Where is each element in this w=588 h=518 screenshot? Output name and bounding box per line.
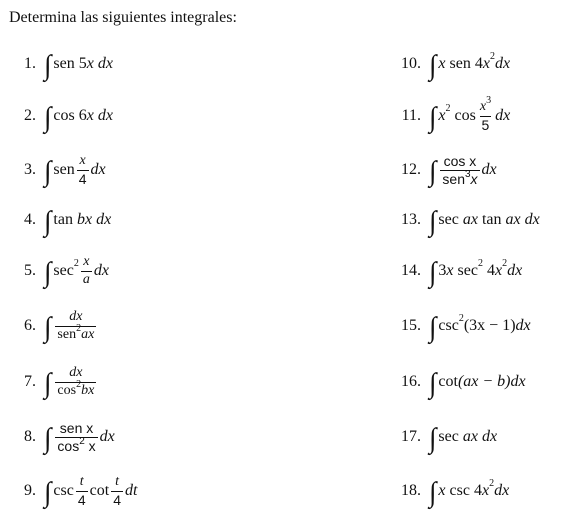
fraction: $\frac{dx}{\cos^2bx}$ (57, 364, 95, 398)
fraction: $\frac{x}{4}$ (78, 152, 87, 187)
fraction: $\frac{dx}{sen^2ax}$ (57, 308, 95, 342)
fraction: $\frac{\text{cos x}}{sen^3x}$ (442, 152, 478, 187)
differential: dx (524, 211, 540, 228)
page-title: Determina las siguientes integrales: (9, 9, 237, 26)
integral-sign: ∫ (429, 366, 437, 399)
differential: dx (507, 262, 523, 279)
item-number: 4. (24, 211, 36, 228)
item-number: 10. (401, 55, 421, 72)
coefficient: 5 (78, 55, 87, 72)
coefficient: 6 (78, 107, 87, 124)
integral-sign: ∫ (429, 421, 437, 454)
function-name: cos (454, 107, 476, 124)
fraction: $\frac{t}{4}$ (113, 473, 121, 508)
function-name: sen (449, 55, 471, 72)
integral-1 (0, 44, 113, 84)
integral-sign: ∫ (429, 255, 437, 288)
integral-6 (0, 306, 98, 346)
integral-sign: ∫ (44, 204, 52, 237)
differential: dx (97, 107, 113, 124)
integral-13: 13. ∫ sec ax tan ax dx (385, 200, 540, 240)
integral-15: 15. ∫ csc $^2$ (3x − 1) dx (385, 306, 531, 346)
fraction: $\frac{x}{a}$ (82, 253, 90, 287)
item-number: 14. (401, 262, 421, 279)
integral-12 (385, 150, 497, 190)
fraction: $\frac{x^3}{5}$ (479, 94, 492, 133)
function-name: csc (53, 482, 74, 499)
integral-sign: ∫ (429, 48, 437, 81)
integral-5: 5. ∫ sec $^2$ $\frac{x}{a}$ dx (0, 251, 109, 291)
integral-17: 17. ∫ sec ax dx (385, 417, 497, 457)
function-name: tan (53, 211, 73, 228)
function-name: tan (481, 211, 502, 228)
item-number: 6. (24, 317, 36, 334)
integral-18: 18. ∫ x csc 4 x $^2$ dx (385, 471, 509, 511)
item-number: 16. (401, 373, 421, 390)
integral-3 (0, 150, 106, 190)
differential: dx (494, 55, 511, 72)
fraction: $\frac{\text{sen x}}{\cos^2 x}$ (57, 419, 96, 454)
differential: dx (96, 211, 112, 228)
differential: dx (90, 161, 106, 178)
integral-sign: ∫ (429, 310, 437, 343)
coefficient: b (76, 211, 85, 228)
item-number: 7. (24, 373, 36, 390)
integral-7 (0, 362, 98, 402)
function-name: sec (438, 428, 459, 445)
item-number: 5. (24, 262, 36, 279)
item-number: 1. (24, 55, 36, 72)
variable: x (86, 107, 94, 124)
function-name: sen (53, 161, 75, 178)
function-name: csc (438, 317, 459, 334)
differential: dx (99, 428, 115, 445)
differential: dx (495, 107, 511, 124)
item-number: 11. (401, 107, 421, 124)
fraction: $\frac{t}{4}$ (77, 473, 86, 508)
integral-sign: ∫ (44, 421, 52, 454)
differential: dx (481, 428, 498, 445)
differential: dx (515, 317, 531, 334)
item-number: 9. (24, 482, 36, 499)
function-name: cot (438, 373, 458, 390)
item-number: 12. (401, 161, 421, 178)
function-name: cot (89, 482, 110, 499)
integral-sign: ∫ (44, 310, 52, 343)
integral-14: 14. ∫ 3 x sec $^2$ 4 x $^2$ dx (385, 251, 522, 291)
integral-sign: ∫ (44, 366, 52, 399)
differential: dx (481, 161, 497, 178)
integral-11: 11. ∫ x $^2$ cos $\frac{x^3}{5}$ dx (385, 96, 510, 136)
integral-9 (0, 471, 137, 511)
function-name: csc (449, 482, 470, 499)
integral-sign: ∫ (44, 255, 52, 288)
item-number: 18. (401, 482, 421, 499)
variable: x (86, 55, 94, 72)
item-number: 3. (24, 161, 36, 178)
variable: x (84, 211, 93, 228)
function-name: sec (438, 211, 459, 228)
integral-sign: ∫ (429, 204, 437, 237)
integral-8 (0, 417, 115, 457)
integral-sign: ∫ (44, 100, 52, 133)
item-number: 2. (24, 107, 36, 124)
function-name: sec (457, 262, 478, 279)
integral-sign: ∫ (44, 154, 52, 187)
integral-sign: ∫ (44, 475, 52, 508)
item-number: 8. (24, 428, 36, 445)
integral-sign: ∫ (429, 475, 437, 508)
integral-2 (0, 96, 113, 136)
item-number: 17. (401, 428, 421, 445)
differential: dx (93, 262, 109, 279)
differential: dx (510, 373, 526, 390)
function-name: sen (53, 55, 75, 72)
integral-4 (0, 200, 111, 240)
integral-16: 16. ∫ cot (ax − b) dx (385, 362, 526, 402)
differential: dt (124, 482, 138, 499)
item-number: 15. (401, 317, 421, 334)
differential: dx (97, 55, 113, 72)
integral-sign: ∫ (429, 100, 437, 133)
differential: dx (494, 482, 510, 499)
integral-sign: ∫ (44, 48, 52, 81)
function-name: sec (53, 262, 74, 279)
function-name: cos (53, 107, 75, 124)
integral-sign: ∫ (429, 154, 437, 187)
item-number: 13. (401, 211, 421, 228)
integral-10: 10. ∫ x sen 4 x $^2$ dx (385, 44, 510, 84)
